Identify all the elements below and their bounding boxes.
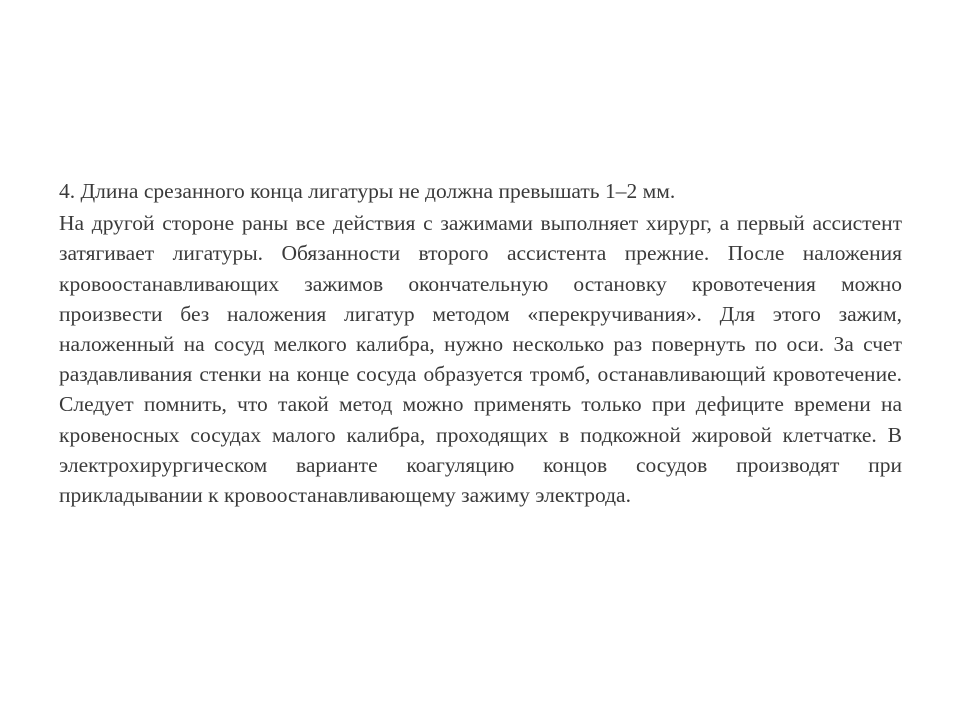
paragraph-ligature-length: 4. Длина срезанного конца лигатуры не должна превышать 1–2 мм. (59, 179, 676, 203)
paragraph-hemostasis-procedure: На другой стороне раны все действия с зажимами выполняет хирург, а первый ассистент затягивает лигатуры. Обязанности второго ассистента прежние. После наложения кровоостанавливающих зажимов окончательную остановку кровотечения можно произвести без наложения лигатур методом «перекручивания». Для этого зажим, наложенный на сосуд мелкого калибра, нужно несколько раз повернуть по оси. За счет раздавливания стенки на конце сосуда образуется тромб, останавливающий кровотечение. Следует помнить, что такой метод можно применять только при дефиците времени на кровеносных сосудах малого калибра, проходящих в подкожной жировой клетчатке. В электрохирургическом варианте коагуляцию концов сосудов производят при прикладывании к кровоостанавливающему зажиму электрода. (59, 211, 902, 508)
slide-text-block (59, 176, 902, 510)
